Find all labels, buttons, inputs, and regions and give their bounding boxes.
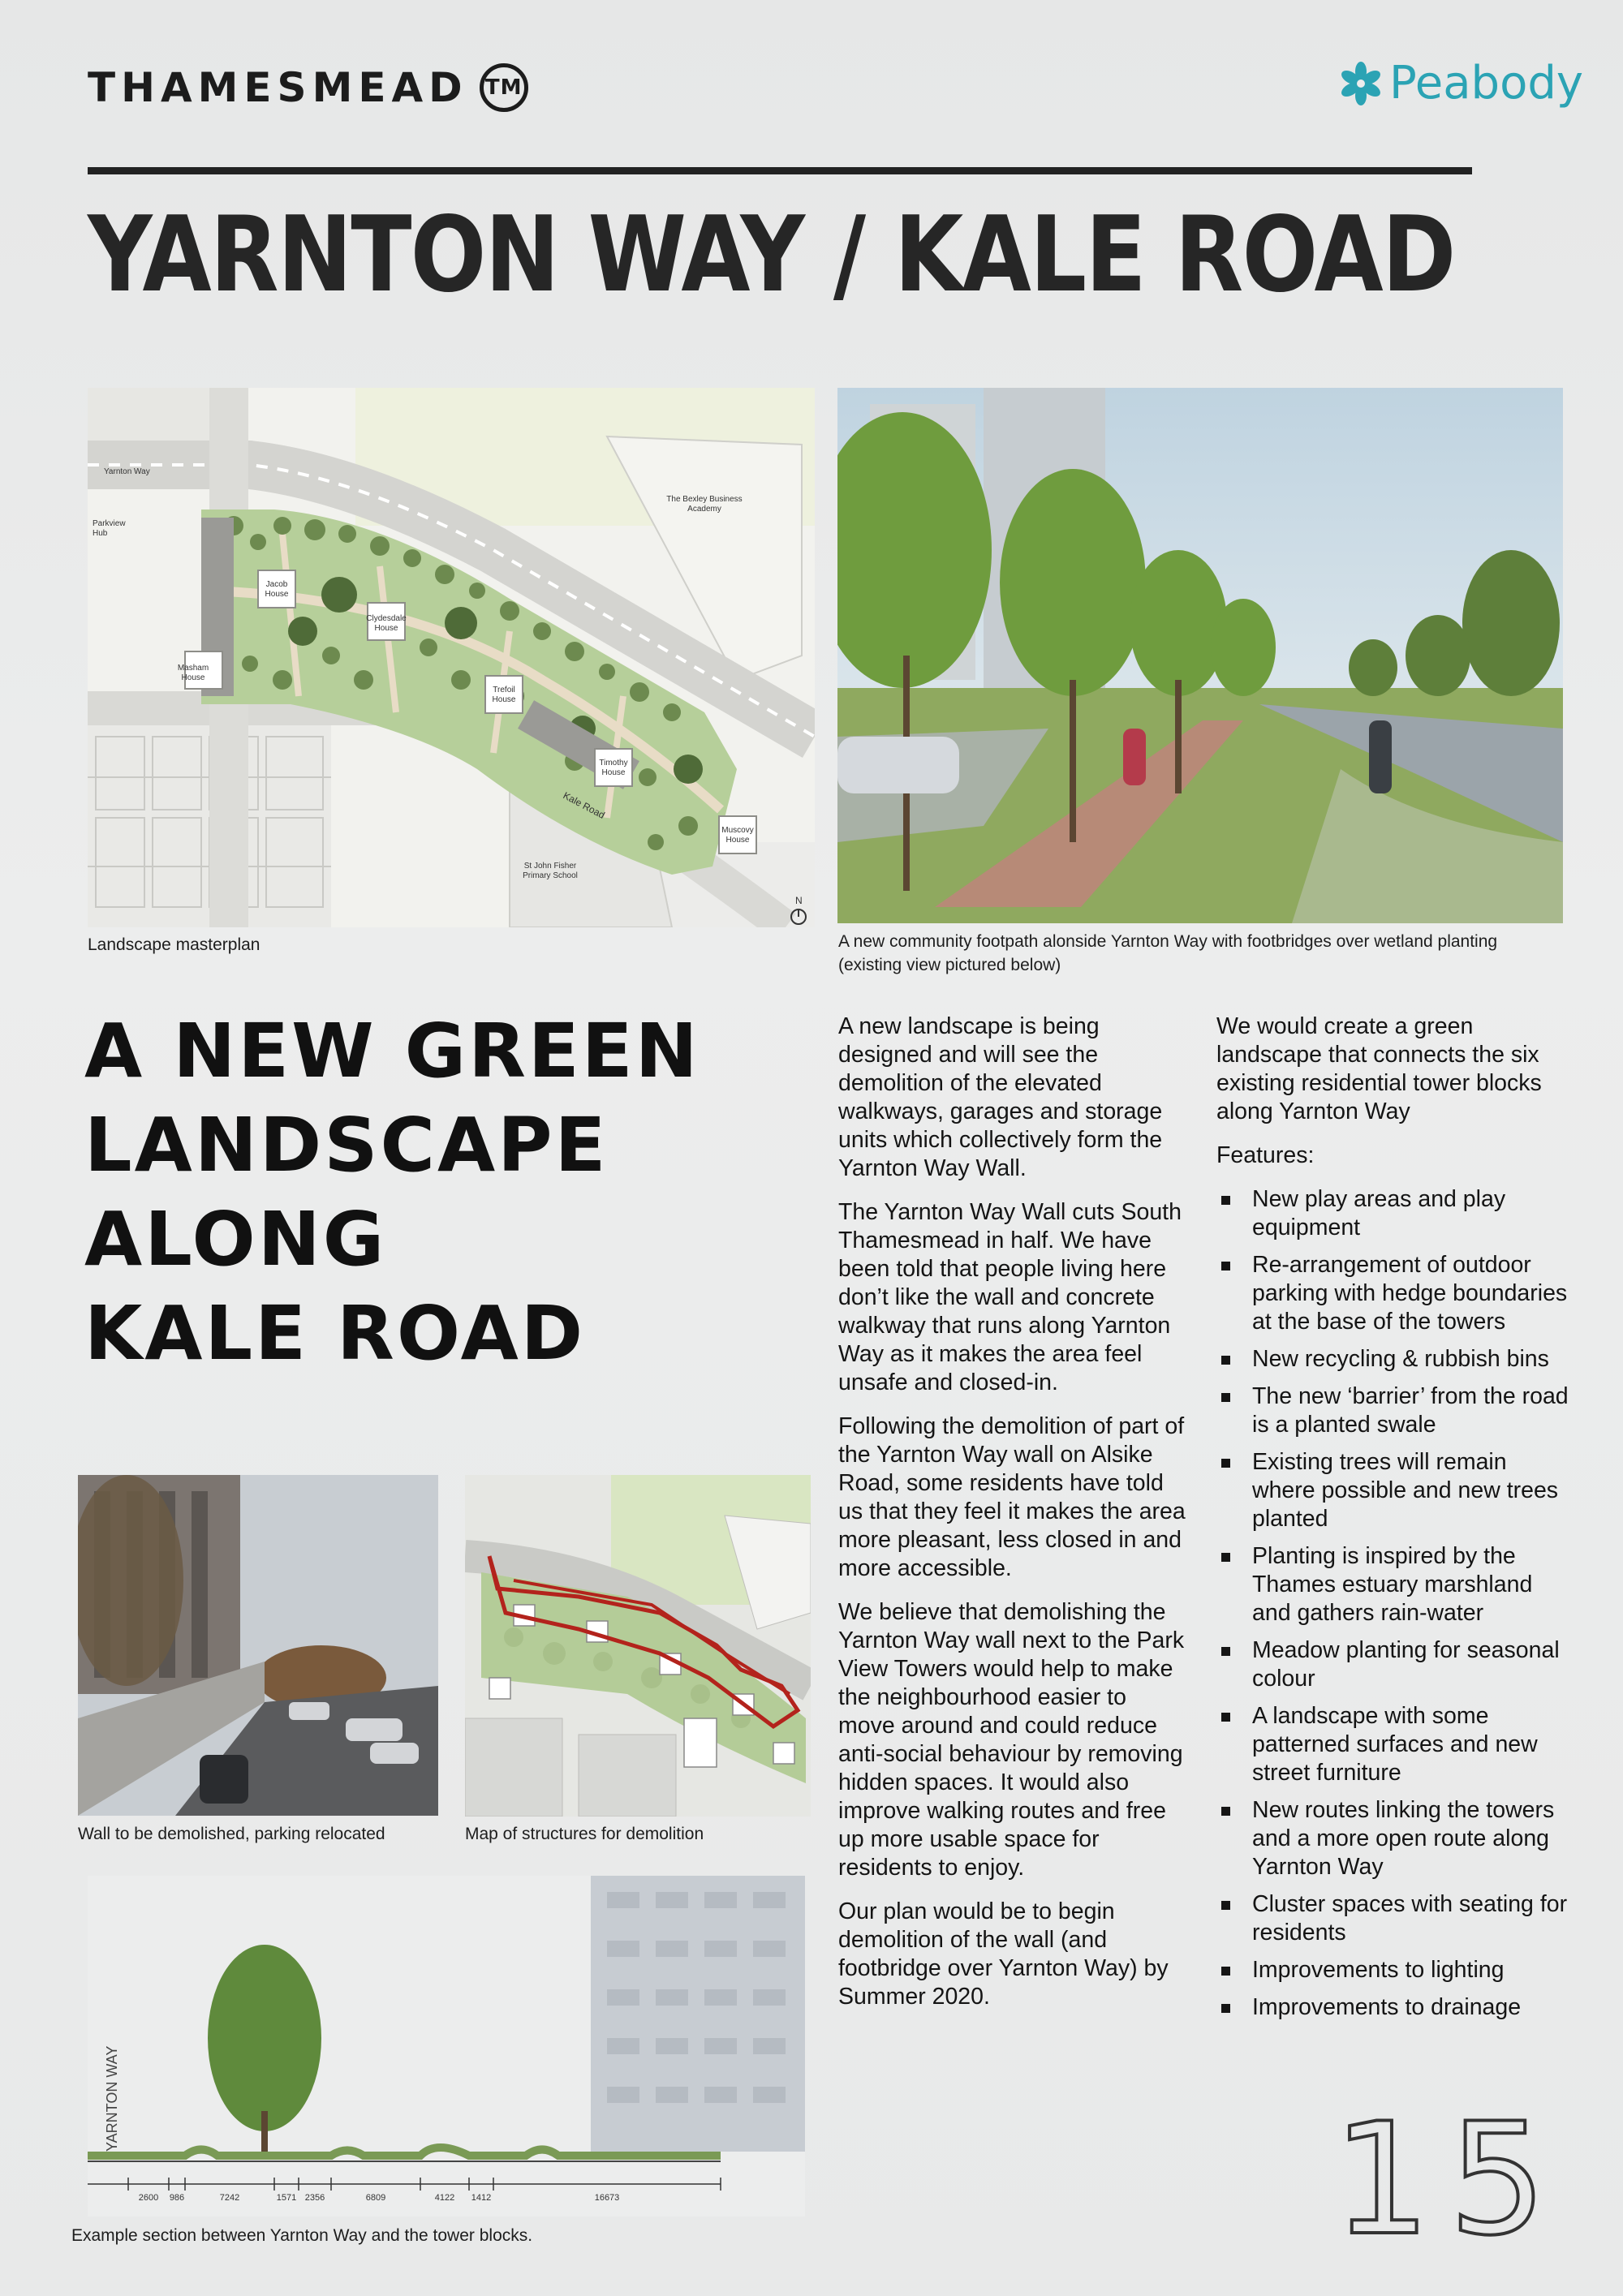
headline-line-1: A NEW GREEN [84,1008,700,1094]
features-list [1216,1185,1573,2022]
label-clydesdale-house: Clydesdale [366,614,407,623]
body-paragraph-4: We believe that demolishing the Yarnton Way wall next to the Park View Towers would help to make the neighbourhood easier to move around and could reduce anti-social behaviour by removing hidden spaces. It would also improve walking routes and free up more usable space for residents to enjoy. [838,1599,1185,1881]
label-masham-house-2: House [181,673,205,682]
label-muscovy-house-2: House [725,836,750,845]
headline-line-2: LANDSCAPE [84,1102,609,1189]
label-muscovy-house: Muscovy [721,826,754,835]
wall-photo [78,1475,438,1816]
feature-item: Existing trees will remain where possible and new trees planted [1216,1448,1573,1533]
dim-1: 2600 [138,2193,159,2203]
north-label: N [795,895,803,906]
feature-item: Re-arrangement of outdoor parking with hedge boundaries at the base of the towers [1216,1251,1573,1336]
dim-6: 6809 [365,2193,386,2203]
brand-name: THAMESMEAD [88,64,468,111]
body-paragraph-2: The Yarnton Way Wall cuts South Thamesmead in half. We have been told that people living here don’t like the wall and concrete walkway that runs along Yarnton Way as it makes the area feel unsafe and closed-in. [838,1199,1182,1395]
dim-7: 4122 [434,2193,455,2203]
feature-item: The new ‘barrier’ from the road is a planted swale [1216,1382,1573,1439]
label-masham-house: Masham [177,664,209,673]
label-timothy-house: Timothy [599,759,628,767]
dim-3: 7242 [219,2193,240,2203]
brand-mark: TM [480,63,528,112]
features-intro: We would create a green landscape that connects the six existing residential tower blocks along Yarnton Way [1216,1013,1542,1124]
masterplan-image [88,388,815,927]
feature-item: New routes linking the towers and a more open route along Yarnton Way [1216,1796,1573,1881]
demolition-map-caption: Map of structures for demolition [465,1825,704,1843]
label-bexley-academy: The Bexley Business [666,495,743,504]
wall-photo-caption: Wall to be demolished, parking relocated [78,1825,385,1843]
render-caption [838,930,1569,977]
feature-item: Planting is inspired by the Thames estuary marshland and gathers rain-water [1216,1542,1573,1627]
label-timothy-house-2: House [601,768,626,777]
header-rule [88,167,1472,174]
demolition-map [465,1475,811,1817]
label-trefoil-house: Trefoil [493,686,515,694]
section-side-label: YARNTON WAY [104,2045,120,2152]
label-school: St John Fisher [523,862,577,871]
body-paragraph-5: Our plan would be to begin demolition of the wall (and footbridge over Yarnton Way) by Summer 2020. [838,1898,1169,2010]
label-school-2: Primary School [523,871,578,880]
footpath-render-image [837,388,1563,923]
masterplan-caption: Landscape masterplan [88,935,260,954]
dim-9: 16673 [594,2193,620,2203]
thamesmead-logo [88,63,528,112]
body-paragraph-1: A new landscape is being designed and will see the demolition of the elevated walkways, garages and storage units which collectively form the Yarnton Way Wall. [838,1013,1163,1181]
headline-line-4: KALE ROAD [84,1290,586,1377]
feature-item: Cluster spaces with seating for residents [1216,1890,1573,1947]
dim-8: 1412 [471,2193,492,2203]
label-bexley-academy-2: Academy [687,505,721,514]
page-number: 15 [1332,2090,1565,2269]
features-heading: Features: [1216,1142,1315,1168]
peabody-logo [1337,57,1583,110]
feature-item: A landscape with some patterned surfaces and new street furniture [1216,1702,1573,1787]
page-title: YARNTON WAY / KALE ROAD [88,195,1455,316]
feature-item: Improvements to drainage [1216,1993,1573,2022]
features-column [1216,1013,1573,2031]
label-parkview-hub-2: Hub [93,529,108,538]
feature-item: New recycling & rubbish bins [1216,1345,1573,1374]
flower-icon [1337,60,1384,107]
headline [84,1004,700,1381]
render-caption-line-2: (existing view pictured below) [838,956,1061,974]
section-drawing [88,1876,805,2216]
body-column [838,1013,1187,2027]
label-trefoil-house-2: House [492,695,516,704]
dim-4: 1571 [276,2193,297,2203]
headline-line-3: ALONG [84,1196,387,1283]
section-caption: Example section between Yarnton Way and the tower blocks. [71,2226,533,2245]
partner-name: Peabody [1389,57,1584,110]
feature-item: Meadow planting for seasonal colour [1216,1636,1573,1693]
label-jacob-house-2: House [265,590,289,599]
render-caption-line-1: A new community footpath alonside Yarnton Way with footbridges over wetland planting [838,932,1498,951]
feature-item: New play areas and play equipment [1216,1185,1573,1242]
body-paragraph-3: Following the demolition of part of the Yarnton Way wall on Alsike Road, some residents have told us that they feel it makes the area more pleasant, less closed in and more accessible. [838,1413,1186,1581]
label-parkview-hub: Parkview [93,519,126,528]
label-jacob-house: Jacob [265,580,288,589]
feature-item: Improvements to lighting [1216,1956,1573,1984]
label-kale-road: Kale Road [561,789,607,821]
label-yarnton-way: Yarnton Way [104,467,150,476]
dim-5: 2356 [304,2193,325,2203]
label-clydesdale-house-2: House [374,624,398,633]
dim-2: 986 [169,2193,185,2203]
